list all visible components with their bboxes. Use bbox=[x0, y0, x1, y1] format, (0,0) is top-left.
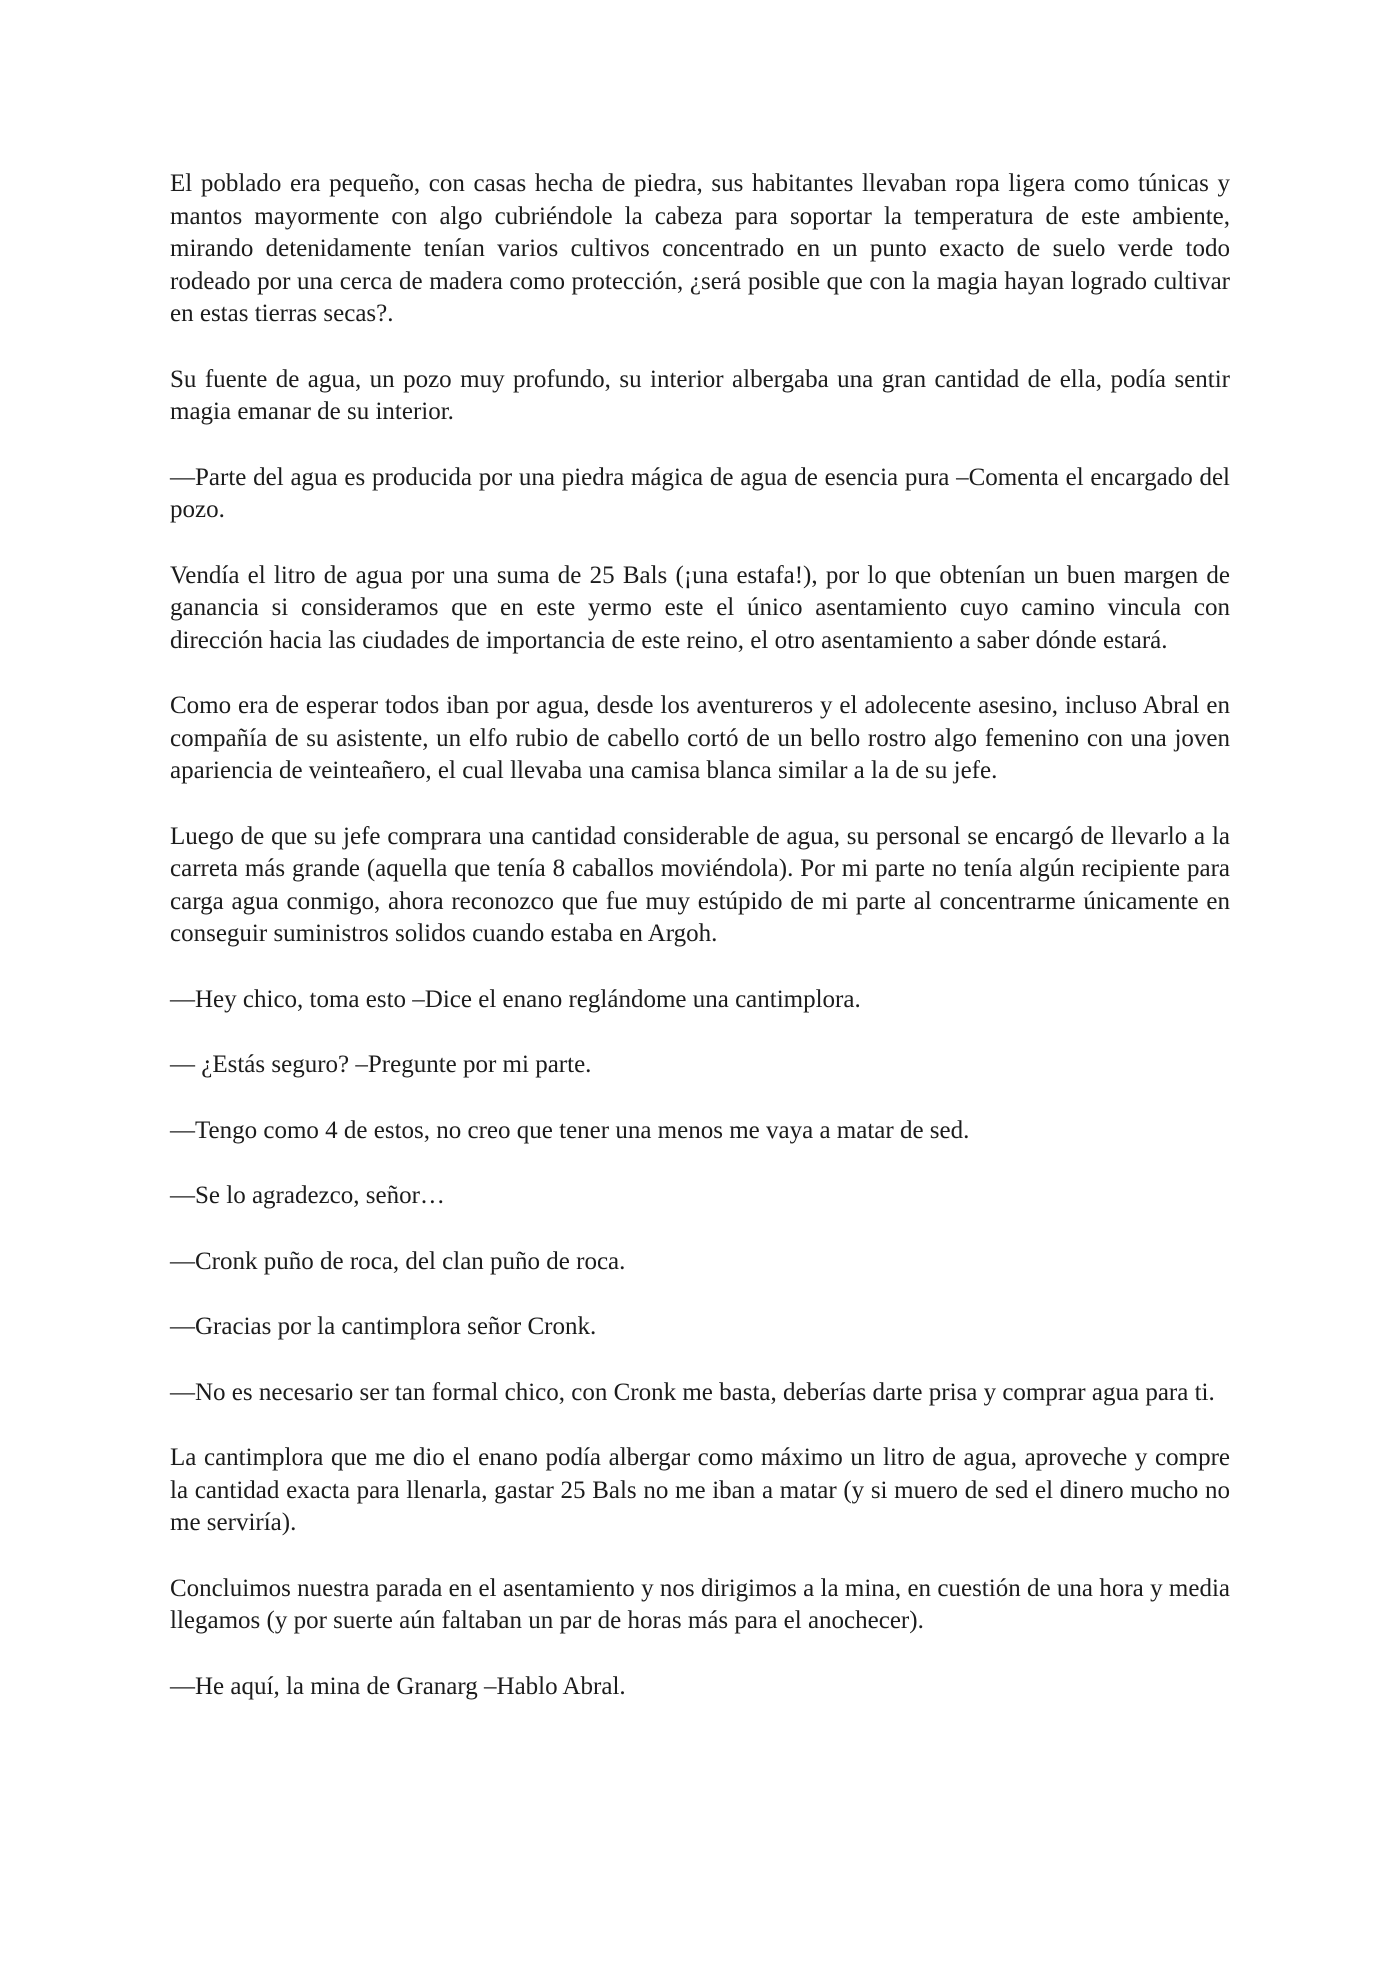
paragraph: —Cronk puño de roca, del clan puño de roca. bbox=[170, 1247, 626, 1275]
paragraph: —Parte del agua es producida por una piedra mágica de agua de esencia pura –Comenta el encargado del pozo. bbox=[170, 463, 1230, 523]
paragraph: El poblado era pequeño, con casas hecha de piedra, sus habitantes llevaban ropa ligera como túnicas y mantos mayormente con algo cubriéndole la cabeza para soportar la temperatura de este ambiente, mirando detenidamente tenían varios cultivos concentrado en un punto exacto de suelo verde todo rodeado por una cerca de madera como protección, ¿será posible que con la magia hayan logrado cultivar en estas tierras secas?. bbox=[170, 170, 1230, 327]
paragraph: La cantimplora que me dio el enano podía albergar como máximo un litro de agua, aproveche y compre la cantidad exacta para llenarla, gastar 25 Bals no me iban a matar (y si muero de sed el dinero mucho no me serviría). bbox=[170, 1444, 1230, 1536]
paragraph: Concluimos nuestra parada en el asentamiento y nos dirigimos a la mina, en cuestión de una hora y media llegamos (y por suerte aún faltaban un par de horas más para el anochecer). bbox=[170, 1574, 1230, 1634]
paragraph: —Hey chico, toma esto –Dice el enano reglándome una cantimplora. bbox=[170, 985, 861, 1013]
paragraph: Vendía el litro de agua por una suma de 25 Bals (¡una estafa!), por lo que obtenían un buen margen de ganancia si consideramos que en este yermo este el único asentamiento cuyo camino vincula con dirección hacia las ciudades de importancia de este reino, el otro asentamiento a saber dónde estará. bbox=[170, 561, 1230, 654]
paragraph: — ¿Estás seguro? –Pregunte por mi parte. bbox=[170, 1051, 592, 1078]
paragraph: Como era de esperar todos iban por agua, desde los aventureros y el adolecente asesino, incluso Abral en compañía de su asistente, un elfo rubio de cabello cortó de un bello rostro algo femenino con una joven apariencia de veinteañero, el cual llevaba una camisa blanca similar a la de su jefe. bbox=[170, 692, 1230, 784]
paragraph: —Se lo agradezco, señor… bbox=[170, 1182, 445, 1209]
paragraph: —No es necesario ser tan formal chico, con Cronk me basta, deberías darte prisa y comprar agua para ti. bbox=[170, 1378, 1215, 1406]
paragraph: Su fuente de agua, un pozo muy profundo, su interior albergaba una gran cantidad de ella, podía sentir magia emanar de su interior. bbox=[170, 365, 1230, 425]
paragraph: Luego de que su jefe comprara una cantidad considerable de agua, su personal se encargó de llevarlo a la carreta más grande (aquella que tenía 8 caballos moviéndola). Por mi parte no tenía algún recipiente para carga agua conmigo, ahora reconozco que fue muy estúpido de mi parte al concentrarme únicamente en conseguir suministros solidos cuando estaba en Argoh. bbox=[170, 822, 1230, 947]
paragraph: —Gracias por la cantimplora señor Cronk. bbox=[170, 1313, 597, 1340]
paragraph: —Tengo como 4 de estos, no creo que tener una menos me vaya a matar de sed. bbox=[170, 1116, 970, 1144]
paragraph: —He aquí, la mina de Granarg –Hablo Abral. bbox=[170, 1672, 626, 1700]
document-body bbox=[170, 168, 1230, 1703]
